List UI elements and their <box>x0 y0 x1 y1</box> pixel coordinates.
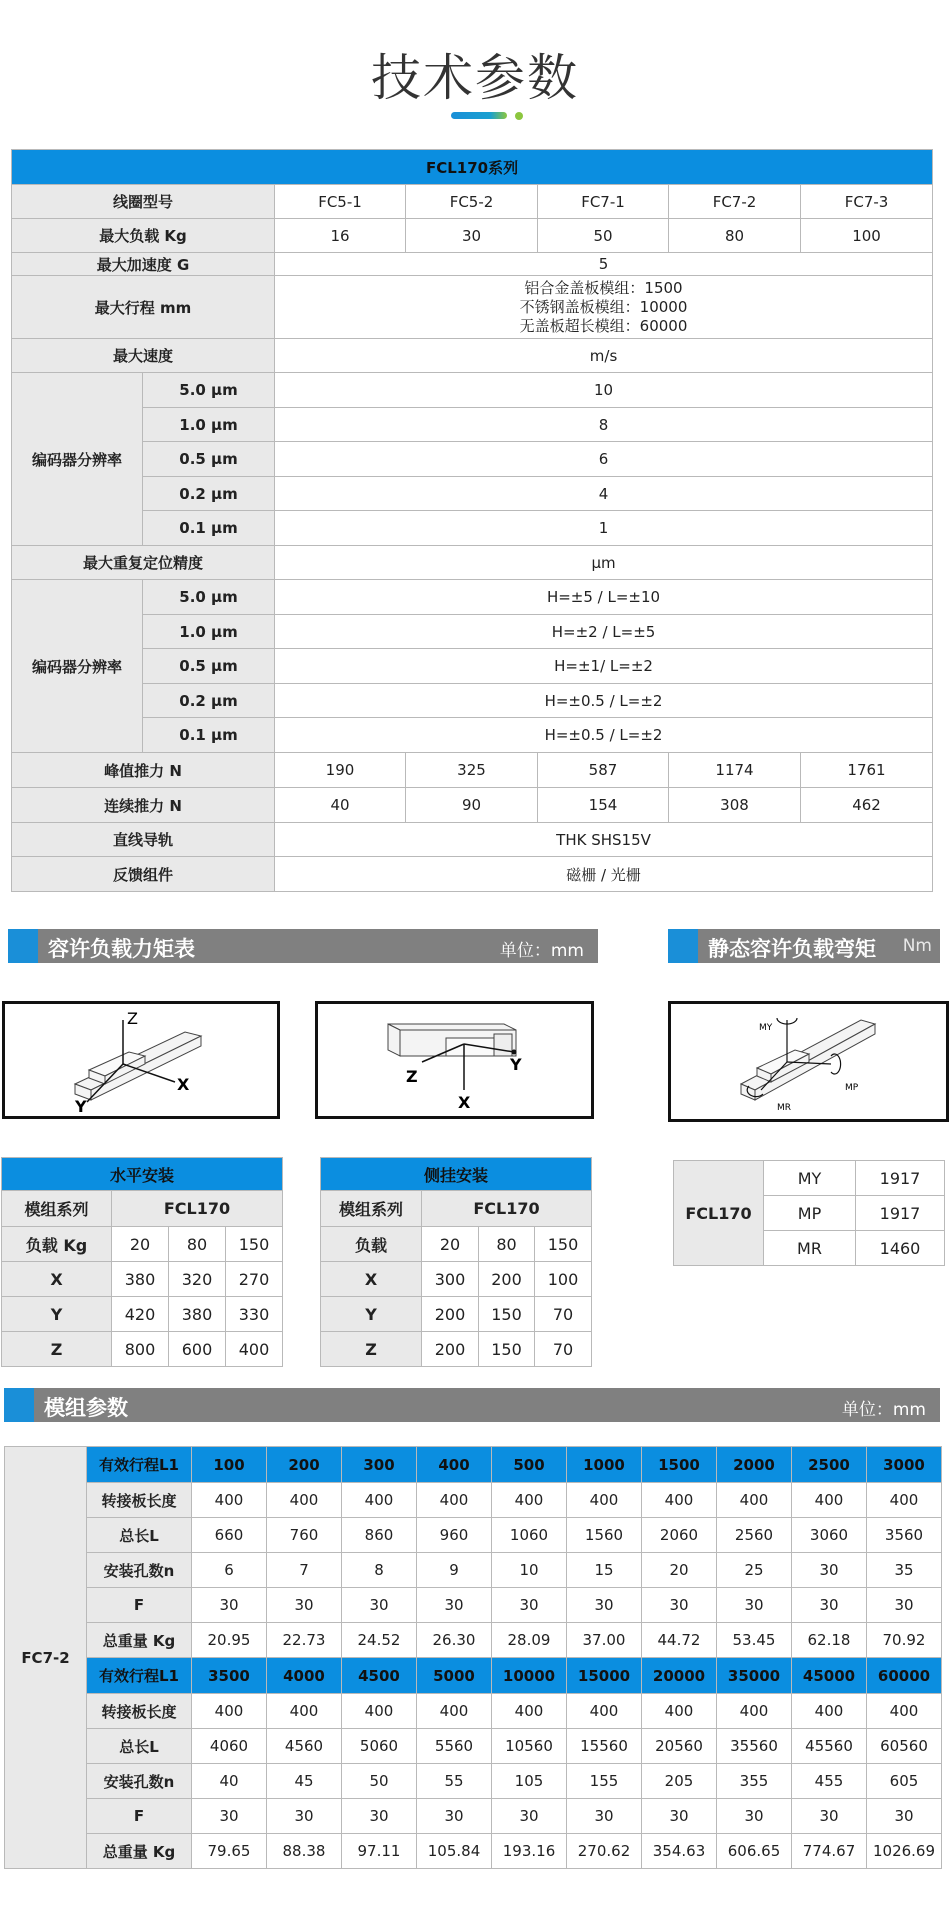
module-value-cell: 45560 <box>792 1729 867 1764</box>
axis-label-y: Y <box>510 1055 522 1074</box>
module-value-cell: 2560 <box>717 1518 792 1553</box>
repeat-value: H=±0.5 / L=±2 <box>275 718 933 753</box>
static-moment-table <box>673 1160 945 1266</box>
load-cell: 80 <box>479 1227 535 1262</box>
stroke-cell: 1500 <box>642 1447 717 1483</box>
module-row-label: F <box>87 1588 192 1623</box>
resolution-cell: 0.5 μm <box>143 442 275 477</box>
module-value-cell: 2060 <box>642 1518 717 1553</box>
module-value-cell: 24.52 <box>342 1623 417 1658</box>
module-value-cell: 62.18 <box>792 1623 867 1658</box>
value-cell: 70 <box>535 1332 592 1367</box>
module-value-cell: 400 <box>342 1483 417 1518</box>
max-stroke-row <box>12 276 933 339</box>
moment-section-unit: 单位：mm <box>499 941 584 961</box>
series-value: FCL170 <box>112 1191 283 1227</box>
moment-section-header <box>8 929 598 963</box>
module-value-cell: 400 <box>192 1483 267 1518</box>
coil-cell: FC7-1 <box>538 185 669 219</box>
encoder-label: 编码器分辨率 <box>12 580 143 753</box>
max-load-label: 最大负载 Kg <box>12 219 275 253</box>
static-section-header <box>668 929 940 963</box>
peak-force-cell: 1761 <box>801 753 933 788</box>
page-title: 技术参数 <box>371 49 579 107</box>
stroke-cell: 15000 <box>567 1658 642 1694</box>
module-value-cell: 7 <box>267 1553 342 1588</box>
stroke-label: 有效行程L1 <box>87 1447 192 1483</box>
stroke-cell: 1000 <box>567 1447 642 1483</box>
moment-name: MR <box>764 1231 856 1266</box>
side-mount-table <box>320 1157 592 1367</box>
side-header: 侧挂安装 <box>321 1158 592 1191</box>
module-value-cell: 40 <box>192 1764 267 1799</box>
module-value-cell: 400 <box>492 1483 567 1518</box>
module-value-cell: 606.65 <box>717 1834 792 1869</box>
module-value-cell: 88.38 <box>267 1834 342 1869</box>
module-value-cell: 50 <box>342 1764 417 1799</box>
module-value-cell: 22.73 <box>267 1623 342 1658</box>
stroke-cell: 3000 <box>867 1447 942 1483</box>
max-load-cell: 30 <box>406 219 538 253</box>
section-accent <box>668 929 698 963</box>
horizontal-mount-figure <box>5 1004 277 1116</box>
module-value-cell: 205 <box>642 1764 717 1799</box>
stroke-cell: 500 <box>492 1447 567 1483</box>
value-cell: 380 <box>169 1297 226 1332</box>
stroke-cell: 35000 <box>717 1658 792 1694</box>
module-value-cell: 55 <box>417 1764 492 1799</box>
cont-force-cell: 308 <box>669 788 801 823</box>
resolution-cell: 0.2 μm <box>143 684 275 718</box>
repeat-value: H=±1/ L=±2 <box>275 649 933 684</box>
value-cell: 320 <box>169 1262 226 1297</box>
axis-label-x: X <box>177 1075 190 1094</box>
module-value-cell: 270.62 <box>567 1834 642 1869</box>
module-value-cell: 37.00 <box>567 1623 642 1658</box>
load-cell: 20 <box>112 1227 169 1262</box>
value-cell: 200 <box>479 1262 535 1297</box>
module-value-cell: 605 <box>867 1764 942 1799</box>
peak-force-cell: 1174 <box>669 753 801 788</box>
resolution-cell: 0.1 μm <box>143 718 275 753</box>
title-dot <box>515 112 523 120</box>
module-value-cell: 9 <box>417 1553 492 1588</box>
axis-label: Y <box>2 1297 112 1332</box>
resolution-cell: 5.0 μm <box>143 373 275 408</box>
module-value-cell: 44.72 <box>642 1623 717 1658</box>
module-value-cell: 660 <box>192 1518 267 1553</box>
max-load-cell: 100 <box>801 219 933 253</box>
axis-label: Z <box>321 1332 422 1367</box>
module-value-cell: 28.09 <box>492 1623 567 1658</box>
max-accel-value: 5 <box>275 253 933 276</box>
module-value-cell: 30 <box>192 1799 267 1834</box>
moment-section-title: 容许负载力矩表 <box>48 937 195 961</box>
module-value-cell: 30 <box>342 1588 417 1623</box>
module-row-label: 安装孔数n <box>87 1553 192 1588</box>
value-cell: 300 <box>422 1262 479 1297</box>
section-accent <box>4 1388 34 1422</box>
cont-force-cell: 462 <box>801 788 933 823</box>
module-value-cell: 4560 <box>267 1729 342 1764</box>
module-value-cell: 20560 <box>642 1729 717 1764</box>
value-cell: 100 <box>535 1262 592 1297</box>
module-value-cell: 30 <box>717 1799 792 1834</box>
stroke-cell: 300 <box>342 1447 417 1483</box>
coil-cell: FC5-1 <box>275 185 406 219</box>
module-value-cell: 25 <box>717 1553 792 1588</box>
coil-cell: FC7-2 <box>669 185 801 219</box>
axis-label-z: Z <box>127 1009 138 1028</box>
module-row-label: 总重量 Kg <box>87 1834 192 1869</box>
load-cell: 150 <box>226 1227 283 1262</box>
moment-name: MP <box>764 1196 856 1231</box>
value-cell: 380 <box>112 1262 169 1297</box>
max-load-cell: 50 <box>538 219 669 253</box>
speed-value: 8 <box>275 408 933 442</box>
static-model: FCL170 <box>674 1161 764 1266</box>
module-value-cell: 20.95 <box>192 1623 267 1658</box>
value-cell: 600 <box>169 1332 226 1367</box>
repeat-unit: μm <box>275 546 933 580</box>
module-value-cell: 400 <box>192 1694 267 1729</box>
axis-label: Z <box>2 1332 112 1367</box>
horizontal-header: 水平安装 <box>2 1158 283 1191</box>
moment-name: MY <box>764 1161 856 1196</box>
load-cell: 20 <box>422 1227 479 1262</box>
module-section-header <box>4 1388 940 1422</box>
stroke-cell: 10000 <box>492 1658 567 1694</box>
module-value-cell: 400 <box>642 1483 717 1518</box>
static-moment-figure <box>671 1004 946 1119</box>
series-header: FCL170系列 <box>12 150 933 185</box>
module-value-cell: 155 <box>567 1764 642 1799</box>
module-value-cell: 30 <box>867 1588 942 1623</box>
axis-label-z: Z <box>406 1067 418 1086</box>
peak-force-row <box>12 753 933 788</box>
max-load-row <box>12 219 933 253</box>
module-row-label: F <box>87 1799 192 1834</box>
module-value-cell: 400 <box>267 1694 342 1729</box>
horizontal-mount-table <box>1 1157 283 1367</box>
value-cell: 150 <box>479 1297 535 1332</box>
repeat-row <box>12 546 933 580</box>
module-value-cell: 30 <box>792 1553 867 1588</box>
peak-force-cell: 587 <box>538 753 669 788</box>
side-mount-figure <box>318 1004 591 1116</box>
module-value-cell: 400 <box>792 1483 867 1518</box>
module-value-cell: 400 <box>492 1694 567 1729</box>
repeat-value: H=±0.5 / L=±2 <box>275 684 933 718</box>
module-value-cell: 30 <box>267 1588 342 1623</box>
horizontal-mount-diagram <box>2 1001 280 1119</box>
speed-value: 4 <box>275 477 933 511</box>
value-cell: 330 <box>226 1297 283 1332</box>
module-value-cell: 6 <box>192 1553 267 1588</box>
module-value-cell: 30 <box>192 1588 267 1623</box>
value-cell: 800 <box>112 1332 169 1367</box>
value-cell: 400 <box>226 1332 283 1367</box>
static-section-unit: Nm <box>902 936 932 956</box>
module-value-cell: 30 <box>792 1799 867 1834</box>
module-value-cell: 30 <box>567 1588 642 1623</box>
moment-value: 1917 <box>856 1161 945 1196</box>
stroke-cell: 60000 <box>867 1658 942 1694</box>
module-value-cell: 400 <box>867 1694 942 1729</box>
max-stroke-label: 最大行程 mm <box>12 276 275 339</box>
series-label: 模组系列 <box>321 1191 422 1227</box>
coil-cell: FC5-2 <box>406 185 538 219</box>
axis-label: X <box>2 1262 112 1297</box>
module-value-cell: 105.84 <box>417 1834 492 1869</box>
module-value-cell: 354.63 <box>642 1834 717 1869</box>
peak-force-label: 峰值推力 N <box>12 753 275 788</box>
resolution-cell: 0.2 μm <box>143 477 275 511</box>
resolution-cell: 1.0 μm <box>143 615 275 649</box>
module-value-cell: 79.65 <box>192 1834 267 1869</box>
moment-value: 1917 <box>856 1196 945 1231</box>
value-cell: 70 <box>535 1297 592 1332</box>
module-value-cell: 105 <box>492 1764 567 1799</box>
resolution-cell: 0.5 μm <box>143 649 275 684</box>
module-value-cell: 70.92 <box>867 1623 942 1658</box>
module-value-cell: 20 <box>642 1553 717 1588</box>
module-value-cell: 30 <box>567 1799 642 1834</box>
value-cell: 150 <box>479 1332 535 1367</box>
module-value-cell: 960 <box>417 1518 492 1553</box>
module-value-cell: 53.45 <box>717 1623 792 1658</box>
module-value-cell: 26.30 <box>417 1623 492 1658</box>
module-value-cell: 400 <box>417 1483 492 1518</box>
repeat-value: H=±5 / L=±10 <box>275 580 933 615</box>
module-value-cell: 30 <box>642 1799 717 1834</box>
coil-row <box>12 185 933 219</box>
module-value-cell: 3560 <box>867 1518 942 1553</box>
module-value-cell: 400 <box>717 1694 792 1729</box>
side-mount-diagram <box>315 1001 594 1119</box>
module-value-cell: 400 <box>342 1694 417 1729</box>
axis-label-x: X <box>458 1093 471 1112</box>
load-label: 负载 <box>321 1227 422 1262</box>
module-value-cell: 45 <box>267 1764 342 1799</box>
cont-force-cell: 90 <box>406 788 538 823</box>
title-underline <box>451 112 507 119</box>
max-load-cell: 16 <box>275 219 406 253</box>
stroke-cell: 20000 <box>642 1658 717 1694</box>
stroke-cell: 100 <box>192 1447 267 1483</box>
module-value-cell: 1026.69 <box>867 1834 942 1869</box>
coil-label: 线圈型号 <box>12 185 275 219</box>
module-value-cell: 15560 <box>567 1729 642 1764</box>
resolution-cell: 1.0 μm <box>143 408 275 442</box>
module-value-cell: 400 <box>567 1483 642 1518</box>
module-value-cell: 1560 <box>567 1518 642 1553</box>
moment-label-mp: MP <box>845 1083 859 1093</box>
speed-value: 6 <box>275 442 933 477</box>
module-value-cell: 30 <box>417 1799 492 1834</box>
module-row-label: 总长L <box>87 1518 192 1553</box>
peak-force-cell: 190 <box>275 753 406 788</box>
module-value-cell: 400 <box>267 1483 342 1518</box>
module-value-cell: 35560 <box>717 1729 792 1764</box>
module-table <box>4 1446 942 1869</box>
moment-label-mr: MR <box>777 1103 792 1113</box>
module-section-unit: 单位：mm <box>841 1400 926 1420</box>
stroke-cell: 2500 <box>792 1447 867 1483</box>
resolution-cell: 5.0 μm <box>143 580 275 615</box>
module-value-cell: 30 <box>867 1799 942 1834</box>
cont-force-cell: 154 <box>538 788 669 823</box>
module-value-cell: 30 <box>792 1588 867 1623</box>
guide-row <box>12 823 933 857</box>
load-cell: 80 <box>169 1227 226 1262</box>
value-cell: 200 <box>422 1332 479 1367</box>
stroke-cell: 400 <box>417 1447 492 1483</box>
module-value-cell: 97.11 <box>342 1834 417 1869</box>
module-value-cell: 30 <box>267 1799 342 1834</box>
module-value-cell: 400 <box>567 1694 642 1729</box>
max-accel-label: 最大加速度 G <box>12 253 275 276</box>
module-value-cell: 400 <box>717 1483 792 1518</box>
moment-label-my: MY <box>759 1023 773 1033</box>
axis-label: Y <box>321 1297 422 1332</box>
cont-force-cell: 40 <box>275 788 406 823</box>
repeat-label: 最大重复定位精度 <box>12 546 275 580</box>
module-value-cell: 400 <box>417 1694 492 1729</box>
module-value-cell: 60560 <box>867 1729 942 1764</box>
module-value-cell: 774.67 <box>792 1834 867 1869</box>
load-label: 负载 Kg <box>2 1227 112 1262</box>
feedback-label: 反馈组件 <box>12 857 275 892</box>
load-cell: 150 <box>535 1227 592 1262</box>
feedback-value: 磁栅 / 光栅 <box>275 857 933 892</box>
module-value-cell: 30 <box>642 1588 717 1623</box>
max-stroke-value <box>275 276 933 339</box>
speed-value: 1 <box>275 511 933 546</box>
module-value-cell: 10560 <box>492 1729 567 1764</box>
module-value-cell: 193.16 <box>492 1834 567 1869</box>
cont-force-row <box>12 788 933 823</box>
module-value-cell: 4060 <box>192 1729 267 1764</box>
stroke-cell: 5000 <box>417 1658 492 1694</box>
series-value: FCL170 <box>422 1191 592 1227</box>
max-accel-row <box>12 253 933 276</box>
module-value-cell: 400 <box>867 1483 942 1518</box>
value-cell: 270 <box>226 1262 283 1297</box>
module-value-cell: 400 <box>642 1694 717 1729</box>
module-value-cell: 1060 <box>492 1518 567 1553</box>
guide-label: 直线导轨 <box>12 823 275 857</box>
module-value-cell: 35 <box>867 1553 942 1588</box>
module-value-cell: 455 <box>792 1764 867 1799</box>
stroke-line: 不锈钢盖板模组：10000 <box>519 297 688 316</box>
module-value-cell: 5560 <box>417 1729 492 1764</box>
stroke-cell: 4000 <box>267 1658 342 1694</box>
repeat-value: H=±2 / L=±5 <box>275 615 933 649</box>
stroke-cell: 4500 <box>342 1658 417 1694</box>
module-section-title: 模组参数 <box>44 1396 128 1420</box>
guide-value: THK SHS15V <box>275 823 933 857</box>
feedback-row <box>12 857 933 892</box>
static-section-title: 静态容许负载弯矩 <box>708 937 876 961</box>
module-row-label: 转接板长度 <box>87 1694 192 1729</box>
module-value-cell: 5060 <box>342 1729 417 1764</box>
max-load-cell: 80 <box>669 219 801 253</box>
module-value-cell: 30 <box>417 1588 492 1623</box>
module-row-label: 总长L <box>87 1729 192 1764</box>
peak-force-cell: 325 <box>406 753 538 788</box>
max-speed-unit: m/s <box>275 339 933 373</box>
module-row-label: 安装孔数n <box>87 1764 192 1799</box>
encoder-label: 编码器分辨率 <box>12 373 143 546</box>
axis-label-y: Y <box>75 1097 87 1116</box>
module-value-cell: 355 <box>717 1764 792 1799</box>
module-value-cell: 10 <box>492 1553 567 1588</box>
resolution-cell: 0.1 μm <box>143 511 275 546</box>
module-value-cell: 30 <box>717 1588 792 1623</box>
module-value-cell: 30 <box>492 1799 567 1834</box>
module-model: FC7-2 <box>5 1447 87 1869</box>
module-value-cell: 3060 <box>792 1518 867 1553</box>
series-label: 模组系列 <box>2 1191 112 1227</box>
cont-force-label: 连续推力 N <box>12 788 275 823</box>
module-value-cell: 400 <box>792 1694 867 1729</box>
module-value-cell: 860 <box>342 1518 417 1553</box>
stroke-cell: 200 <box>267 1447 342 1483</box>
axis-label: X <box>321 1262 422 1297</box>
max-speed-label: 最大速度 <box>12 339 275 373</box>
stroke-line: 铝合金盖板模组：1500 <box>524 278 683 297</box>
speed-value: 10 <box>275 373 933 408</box>
static-moment-diagram <box>668 1001 949 1122</box>
moment-value: 1460 <box>856 1231 945 1266</box>
stroke-cell: 45000 <box>792 1658 867 1694</box>
stroke-line: 无盖板超长模组：60000 <box>519 316 688 335</box>
module-value-cell: 30 <box>492 1588 567 1623</box>
section-accent <box>8 929 38 963</box>
module-value-cell: 760 <box>267 1518 342 1553</box>
stroke-cell: 3500 <box>192 1658 267 1694</box>
value-cell: 200 <box>422 1297 479 1332</box>
module-value-cell: 8 <box>342 1553 417 1588</box>
module-row-label: 总重量 Kg <box>87 1623 192 1658</box>
module-value-cell: 15 <box>567 1553 642 1588</box>
stroke-cell: 2000 <box>717 1447 792 1483</box>
spec-table <box>11 149 933 892</box>
coil-cell: FC7-3 <box>801 185 933 219</box>
module-row-label: 转接板长度 <box>87 1483 192 1518</box>
value-cell: 420 <box>112 1297 169 1332</box>
stroke-label: 有效行程L1 <box>87 1658 192 1694</box>
module-value-cell: 30 <box>342 1799 417 1834</box>
max-speed-row <box>12 339 933 373</box>
